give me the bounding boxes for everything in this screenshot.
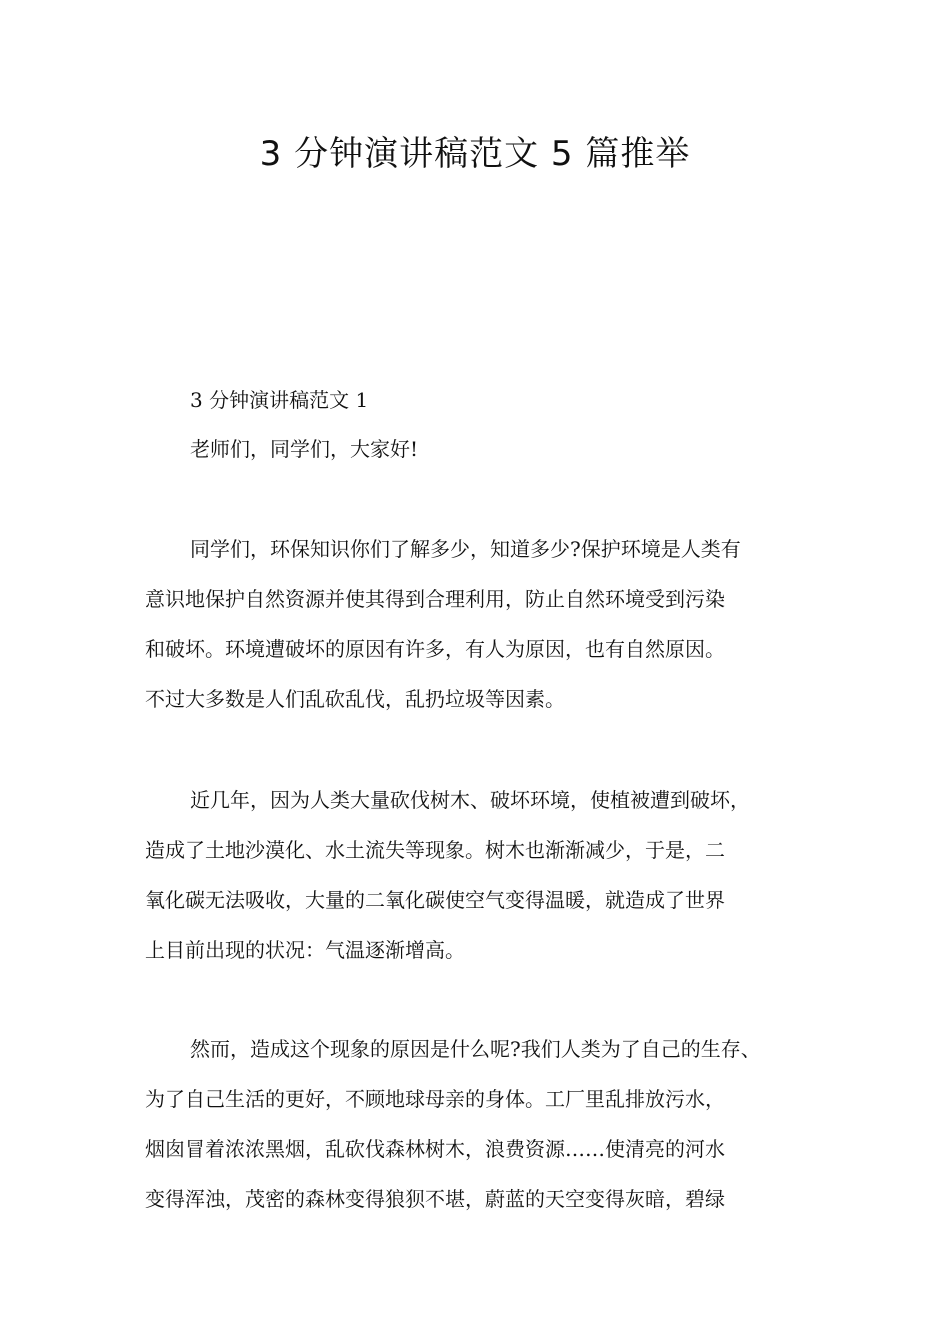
- paragraph-line: 意识地保护自然资源并使其得到合理利用，防止自然环境受到污染: [145, 587, 725, 611]
- greeting-text: 老师们，同学们，大家好!: [190, 437, 419, 461]
- paragraph-line: 为了自己生活的更好，不顾地球母亲的身体。工厂里乱排放污水，: [145, 1087, 725, 1111]
- paragraph-line: 氧化碳无法吸收，大量的二氧化碳使空气变得温暖，就造成了世界: [145, 888, 725, 912]
- paragraph-line: 造成了土地沙漠化、水土流失等现象。树木也渐渐减少，于是，二: [145, 838, 725, 862]
- paragraph-line: 同学们，环保知识你们了解多少，知道多少?保护环境是人类有: [190, 537, 741, 561]
- paragraph-2: [145, 775, 835, 975]
- paragraph-line: 不过大多数是人们乱砍乱伐，乱扔垃圾等因素。: [145, 687, 565, 711]
- paragraph-line: 和破坏。环境遭破坏的原因有许多，有人为原因，也有自然原因。: [145, 637, 725, 661]
- paragraph-line: 上目前出现的状况：气温逐渐增高。: [145, 938, 465, 962]
- section-heading: 3 分钟演讲稿范文 1: [190, 388, 369, 412]
- paragraph-line: 变得浑浊，茂密的森林变得狼狈不堪，蔚蓝的天空变得灰暗，碧绿: [145, 1187, 725, 1211]
- document-title: 3 分钟演讲稿范文 5 篇推举: [259, 134, 691, 174]
- paragraph-line: 烟囱冒着浓浓黑烟，乱砍伐森林树木，浪费资源……使清亮的河水: [145, 1137, 725, 1161]
- paragraph-line: 近几年，因为人类大量砍伐树木、破坏环境，使植被遭到破坏，: [190, 788, 750, 812]
- paragraph-line: 然而，造成这个现象的原因是什么呢?我们人类为了自己的生存、: [190, 1037, 761, 1061]
- paragraph-3: [145, 1024, 835, 1224]
- paragraph-1: [145, 524, 835, 724]
